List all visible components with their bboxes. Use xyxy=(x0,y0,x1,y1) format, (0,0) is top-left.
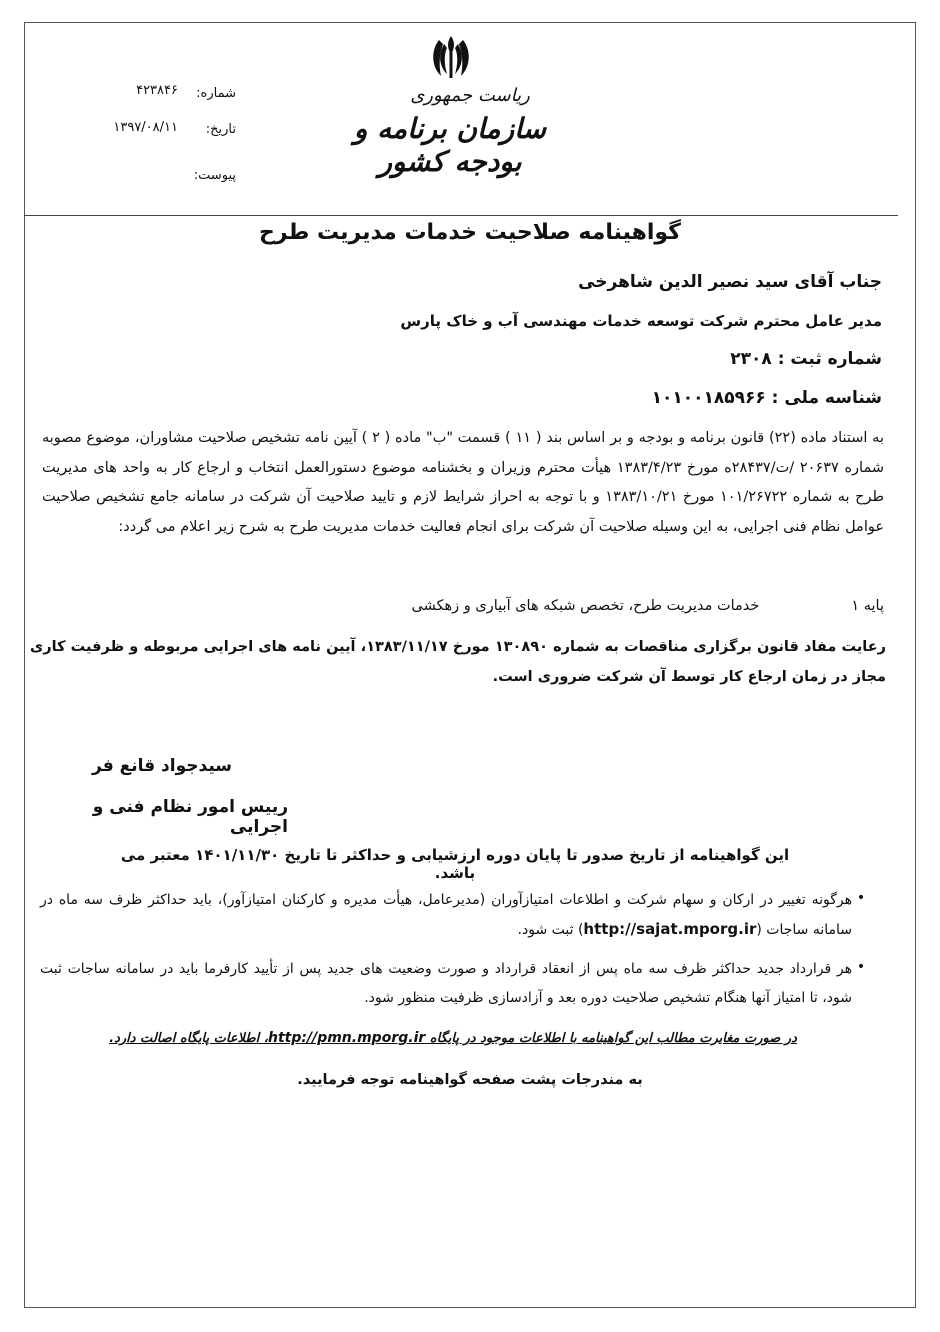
notice-text-end: ، اطلاعات پایگاه اصالت دارد. xyxy=(109,1031,268,1046)
bullet-item xyxy=(40,955,852,1013)
bullet-text: هرگونه تغییر در ارکان و سهام شرکت و اطلاعات امتیازآوران (مدیرعامل، هیأت مدیره و کارکنان امتیازآور)، باید حداکثر ظرف سه ماه در سامانه ساجات ( xyxy=(40,892,852,938)
bullet-dot: • xyxy=(856,890,866,906)
page-title: گواهینامه صلاحیت خدمات مدیریت طرح xyxy=(259,220,681,245)
organization-name: سازمان برنامه و بودجه کشور xyxy=(353,112,547,178)
authenticity-notice xyxy=(92,1030,814,1046)
grade-specialty: خدمات مدیریت طرح، تخصص شبکه های آبیاری و زهکشی xyxy=(411,598,760,614)
bullet-text: هر قرارداد جدید حداکثر ظرف سه ماه پس از انعقاد قرارداد و صورت وضعیت های جدید پس از تأیید کارفرما باید در سامانه ساجات ثبت شود، تا امتیاز آنها هنگام تشخیص صلاحیت دوره بعد و آزادسازی ظرفیت منظور شود. xyxy=(40,961,852,1006)
validity-line: این گواهینامه از تاریخ صدور تا پایان دوره ارزشیابی و حداکثر تا تاریخ ۱۴۰۱/۱۱/۳۰ معتبر می باشد. xyxy=(120,846,790,882)
number-label: شماره: xyxy=(196,86,236,101)
iran-emblem-icon xyxy=(425,32,477,84)
grade-label: پایه ۱ xyxy=(851,598,884,614)
bullet-text-end: ) ثبت شود. xyxy=(517,922,584,938)
compliance-paragraph: رعایت مفاد قانون برگزاری مناقصات به شماره ۱۳۰۸۹۰ مورخ ۱۳۸۳/۱۱/۱۷، آیین نامه های اجرایی مربوطه و ظرفیت کاری مجاز در زمان ارجاع کار توسط آن شرکت ضروری است. xyxy=(30,639,886,685)
national-id: شناسه ملی : ۱۰۱۰۰۱۸۵۹۶۶ xyxy=(651,388,882,408)
signatory-title: رییس امور نظام فنی و اجرایی xyxy=(92,797,288,837)
bullet-item xyxy=(40,886,852,945)
closing-note: به مندرجات پشت صفحه گواهینامه توجه فرمایید. xyxy=(297,1072,643,1088)
attachment-label: پیوست: xyxy=(193,168,236,183)
sajat-link[interactable]: http://sajat.mporg.ir xyxy=(583,920,757,938)
number-value: ۴۲۳۸۴۶ xyxy=(136,83,178,98)
registration-number: شماره ثبت : ۲۳۰۸ xyxy=(730,349,882,369)
recipient-name: جناب آقای سید نصیر الدین شاهرخی xyxy=(578,272,882,292)
header-divider xyxy=(24,215,898,216)
presidency-text: ریاست جمهوری xyxy=(410,85,530,106)
date-value: ۱۳۹۷/۰۸/۱۱ xyxy=(113,120,178,135)
grade-line xyxy=(324,598,884,614)
date-label: تاریخ: xyxy=(205,122,236,137)
pmn-link[interactable]: http://pmn.mporg.ir xyxy=(268,1030,426,1046)
certificate-body: به استناد ماده (۲۲) قانون برنامه و بودجه و بر اساس بند ( ۱۱ ) قسمت "ب" ماده ( ۲ ) آیین نامه تشخیص صلاحیت مشاوران، موضوع مصوبه شماره ۲۰۶۳۷ /ت/۲۸۴۳۷ه مورخ ۱۳۸۳/۴/۲۳ هیأت محترم وزیران و بخشنامه موضوع دستورالعمل انتخاب و ارجاع کار به واحد های مدیریت طرح به شماره ۱۰۱/۲۶۷۲۲ مورخ ۱۳۸۳/۱۰/۲۱ و با توجه به احراز شرایط لازم و تایید صلاحیت آن شرکت در سامانه جامع تشخیص صلاحیت عوامل نظام فنی اجرایی، به این وسیله صلاحیت آن شرکت برای انجام فعالیت خدمات مدیریت طرح به شرح زیر اعلام می گردد: xyxy=(42,430,885,535)
signatory-name: سیدجواد قانع فر xyxy=(92,756,232,776)
notice-text: در صورت مغایرت مطالب این گواهینامه با اطلاعات موجود در پایگاه xyxy=(425,1031,797,1046)
bullet-dot: • xyxy=(856,959,866,975)
recipient-role: مدیر عامل محترم شرکت توسعه خدمات مهندسی آب و خاک پارس xyxy=(400,312,882,330)
